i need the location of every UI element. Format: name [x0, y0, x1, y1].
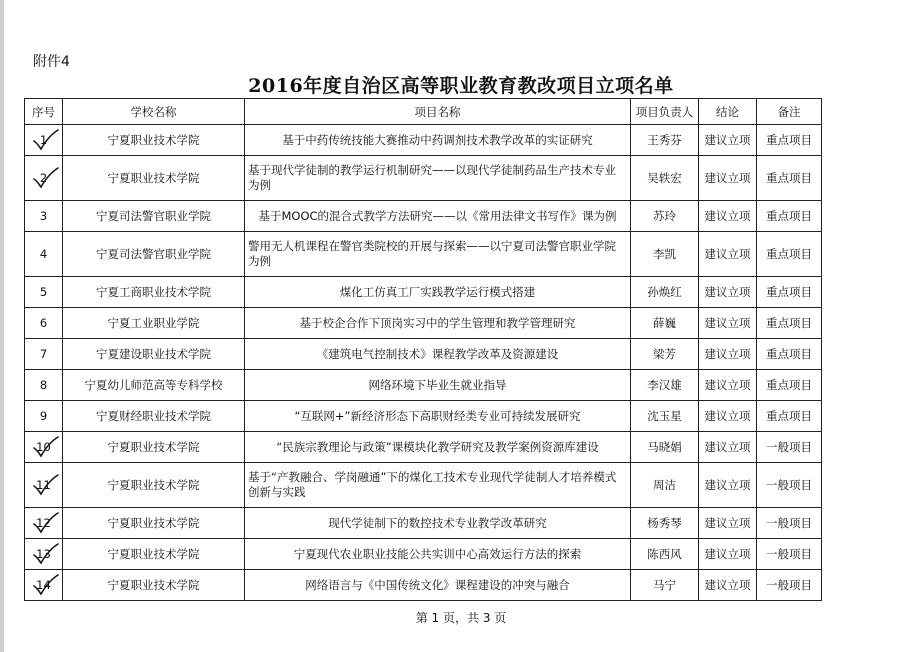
cell-seq: [25, 156, 63, 201]
cell-note: 一般项目: [757, 570, 822, 601]
table-row: [25, 508, 822, 539]
cell-result: 建议立项: [699, 463, 757, 508]
cell-result: 建议立项: [699, 277, 757, 308]
cell-result: 建议立项: [699, 508, 757, 539]
cell-seq: [25, 570, 63, 601]
cell-leader: 马宁: [631, 570, 699, 601]
cell-leader: 马晓娟: [631, 432, 699, 463]
cell-school: 宁夏建设职业技术学院: [63, 339, 245, 370]
table-row: [25, 339, 822, 370]
cell-result: 建议立项: [699, 156, 757, 201]
cell-result: 建议立项: [699, 370, 757, 401]
seq-number: 5: [39, 285, 48, 299]
cell-leader: 杨秀琴: [631, 508, 699, 539]
cell-note: 重点项目: [757, 401, 822, 432]
cell-leader: 吴轶宏: [631, 156, 699, 201]
table-row: [25, 539, 822, 570]
table-row: [25, 277, 822, 308]
seq-number: 1: [39, 133, 48, 147]
seq-number: 3: [39, 209, 48, 223]
cell-project: 煤化工仿真工厂实践教学运行模式搭建: [245, 277, 631, 308]
cell-project: 网络语言与《中国传统文化》课程建设的冲突与融合: [245, 570, 631, 601]
cell-note: 一般项目: [757, 508, 822, 539]
cell-seq: [25, 201, 63, 232]
cell-note: 重点项目: [757, 232, 822, 277]
cell-school: 宁夏职业技术学院: [63, 432, 245, 463]
table-row: [25, 401, 822, 432]
seq-number: 2: [39, 171, 48, 185]
cell-leader: 陈西风: [631, 539, 699, 570]
cell-seq: [25, 539, 63, 570]
cell-school: 宁夏职业技术学院: [63, 508, 245, 539]
column-header-note: 备注: [757, 99, 822, 125]
column-header-leader: 项目负责人: [631, 99, 699, 125]
table-row: [25, 308, 822, 339]
cell-result: 建议立项: [699, 125, 757, 156]
attachment-label: 附件4: [33, 54, 70, 70]
table-row: [25, 463, 822, 508]
cell-note: 重点项目: [757, 308, 822, 339]
cell-school: 宁夏幼儿师范高等专科学校: [63, 370, 245, 401]
cell-project: 基于MOOC的混合式教学方法研究——以《常用法律文书写作》课为例: [245, 201, 631, 232]
cell-result: 建议立项: [699, 308, 757, 339]
table-row: [25, 125, 822, 156]
page-number-footer: 第 1 页，共 3 页: [415, 611, 507, 625]
cell-seq: [25, 401, 63, 432]
cell-school: 宁夏工业职业学院: [63, 308, 245, 339]
cell-school: 宁夏职业技术学院: [63, 463, 245, 508]
cell-leader: 孙焕红: [631, 277, 699, 308]
cell-school: 宁夏职业技术学院: [63, 125, 245, 156]
table-row: [25, 201, 822, 232]
cell-seq: [25, 232, 63, 277]
cell-school: 宁夏司法警官职业学院: [63, 232, 245, 277]
cell-seq: [25, 308, 63, 339]
table-body: [25, 125, 822, 601]
seq-number: 9: [39, 409, 48, 423]
cell-result: 建议立项: [699, 401, 757, 432]
cell-note: 重点项目: [757, 370, 822, 401]
cell-leader: 沈玉星: [631, 401, 699, 432]
document-title: 2016年度自治区高等职业教育教改项目立项名单: [248, 75, 674, 97]
cell-project: 宁夏现代农业职业技能公共实训中心高效运行方法的探索: [245, 539, 631, 570]
cell-school: 宁夏司法警官职业学院: [63, 201, 245, 232]
table-row: [25, 370, 822, 401]
cell-result: 建议立项: [699, 432, 757, 463]
seq-number: 11: [36, 478, 51, 492]
cell-school: 宁夏职业技术学院: [63, 539, 245, 570]
cell-note: 重点项目: [757, 125, 822, 156]
cell-result: 建议立项: [699, 232, 757, 277]
cell-seq: [25, 277, 63, 308]
cell-seq: [25, 125, 63, 156]
seq-number: 8: [39, 378, 48, 392]
cell-leader: 李凯: [631, 232, 699, 277]
cell-project: 基于中药传统技能大赛推动中药调剂技术教学改革的实证研究: [245, 125, 631, 156]
cell-seq: [25, 339, 63, 370]
cell-leader: 梁芳: [631, 339, 699, 370]
cell-seq: [25, 463, 63, 508]
cell-leader: 王秀芬: [631, 125, 699, 156]
cell-note: 重点项目: [757, 277, 822, 308]
column-header-project: 项目名称: [245, 99, 631, 125]
cell-note: 重点项目: [757, 339, 822, 370]
cell-result: 建议立项: [699, 201, 757, 232]
cell-note: 一般项目: [757, 539, 822, 570]
cell-seq: [25, 508, 63, 539]
cell-result: 建议立项: [699, 539, 757, 570]
cell-project: 《建筑电气控制技术》课程教学改革及资源建设: [245, 339, 631, 370]
cell-note: 一般项目: [757, 463, 822, 508]
table-row: [25, 156, 822, 201]
cell-school: 宁夏工商职业技术学院: [63, 277, 245, 308]
cell-project: 基于校企合作下顶岗实习中的学生管理和教学管理研究: [245, 308, 631, 339]
cell-school: 宁夏职业技术学院: [63, 156, 245, 201]
seq-number: 10: [36, 440, 51, 454]
seq-number: 6: [39, 316, 48, 330]
cell-leader: 周洁: [631, 463, 699, 508]
table-row: [25, 570, 822, 601]
cell-note: 重点项目: [757, 201, 822, 232]
cell-project: 基于现代学徒制的教学运行机制研究——以现代学徒制药品生产技术专业为例: [245, 156, 631, 201]
cell-project: “互联网+”新经济形态下高职财经类专业可持续发展研究: [245, 401, 631, 432]
cell-project: 基于“产教融合、学岗融通”下的煤化工技术专业现代学徒制人才培养模式创新与实践: [245, 463, 631, 508]
seq-number: 12: [36, 516, 51, 530]
seq-number: 7: [39, 347, 48, 361]
column-header-seq: 序号: [25, 99, 63, 125]
table-row: [25, 432, 822, 463]
cell-project: 网络环境下毕业生就业指导: [245, 370, 631, 401]
project-roster-table: [24, 98, 822, 601]
seq-number: 13: [36, 547, 51, 561]
cell-note: 一般项目: [757, 432, 822, 463]
column-header-result: 结论: [699, 99, 757, 125]
cell-project: 现代学徒制下的数控技术专业教学改革研究: [245, 508, 631, 539]
cell-seq: [25, 370, 63, 401]
cell-leader: 李汉雄: [631, 370, 699, 401]
cell-project: 警用无人机课程在警官类院校的开展与探索——以宁夏司法警官职业学院为例: [245, 232, 631, 277]
seq-number: 14: [36, 578, 51, 592]
cell-school: 宁夏财经职业技术学院: [63, 401, 245, 432]
cell-school: 宁夏职业技术学院: [63, 570, 245, 601]
column-header-school: 学校名称: [63, 99, 245, 125]
table-header-row: [25, 99, 822, 125]
cell-note: 重点项目: [757, 156, 822, 201]
cell-result: 建议立项: [699, 339, 757, 370]
cell-result: 建议立项: [699, 570, 757, 601]
cell-leader: 苏玲: [631, 201, 699, 232]
cell-seq: [25, 432, 63, 463]
seq-number: 4: [39, 247, 48, 261]
cell-leader: 薛巍: [631, 308, 699, 339]
table-row: [25, 232, 822, 277]
cell-project: “民族宗教理论与政策”课模块化教学研究及教学案例资源库建设: [245, 432, 631, 463]
